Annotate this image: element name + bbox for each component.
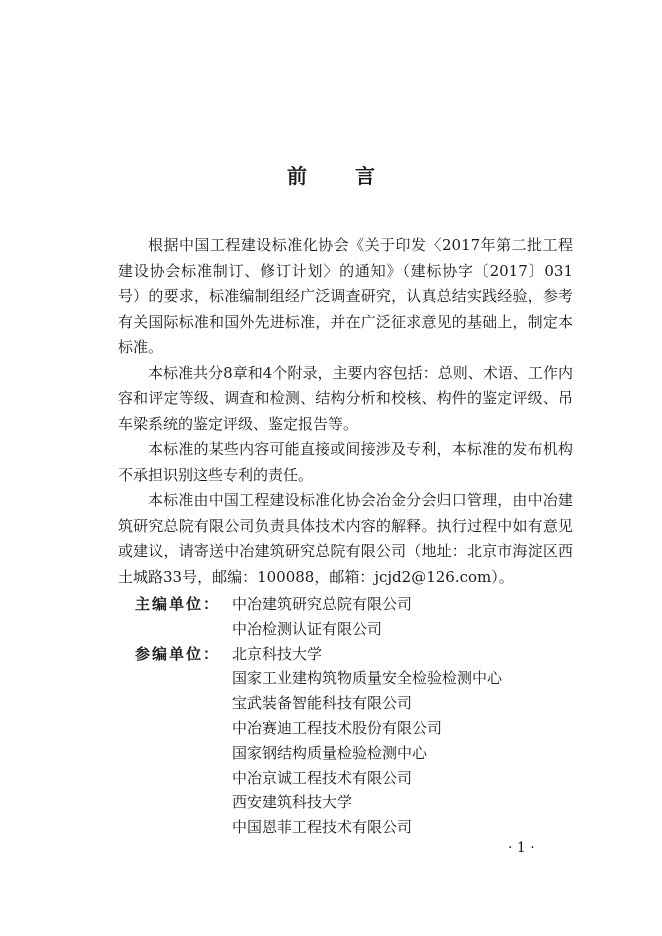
unit-name: 北京科技大学 xyxy=(232,644,323,663)
unit-name: 宝武装备智能科技有限公司 xyxy=(232,694,413,713)
participating-unit-row xyxy=(135,716,575,741)
participating-unit-row xyxy=(135,666,575,691)
paragraph: 本标准由中国工程建设标准化协会冶金分会归口管理，由中冶建筑研究总院有限公司负责具体技术内容的解释。执行过程中如有意见或建议，请寄送中冶建筑研究总院有限公司（地址：北京市海淀区西土城路33号，邮编：100088，邮箱：jcjd2@126.com）。 xyxy=(118,491,573,586)
unit-name: 中冶建筑研究总院有限公司 xyxy=(232,595,413,613)
paragraph: 本标准共分8章和4个附录，主要内容包括：总则、术语、工作内容和评定等级、调查和检测、结构分析和校核、构件的鉴定评级、吊车梁系统的鉴定评级、鉴定报告等。 xyxy=(118,363,573,433)
participating-unit-row xyxy=(135,790,575,815)
unit-name: 西安建筑科技大学 xyxy=(232,793,353,812)
paragraph: 根据中国工程建设标准化协会《关于印发〈2017年第二批工程建设协会标准制订、修订计划〉的通知》（建标协字〔2017〕031号）的要求，标准编制组经广泛调查研究，认真总结实践经验，参考有关国际标准和国外先进标准，并在广泛征求意见的基础上，制定本标准。 xyxy=(118,236,573,356)
chief-unit-row xyxy=(135,592,575,617)
unit-name: 国家工业建构筑物质量安全检验检测中心 xyxy=(232,669,503,688)
foreword-body xyxy=(118,233,573,590)
participating-unit-row xyxy=(135,741,575,766)
page-number: · 1 · xyxy=(508,840,535,856)
participating-unit-row xyxy=(135,691,575,716)
participating-units-label: 参编单位： xyxy=(135,644,221,663)
title-char: 言 xyxy=(355,164,375,188)
unit-name: 中国恩菲工程技术有限公司 xyxy=(232,818,413,837)
unit-name: 中冶京诚工程技术有限公司 xyxy=(232,768,413,787)
participating-unit-row xyxy=(135,766,575,791)
page-title xyxy=(0,160,662,189)
chief-units-label: 主编单位： xyxy=(135,595,221,613)
units-section xyxy=(135,592,575,840)
unit-name: 中冶检测认证有限公司 xyxy=(232,619,383,638)
paragraph: 本标准的某些内容可能直接或间接涉及专利，本标准的发布机构不承担识别这些专利的责任。 xyxy=(118,440,573,484)
participating-unit-row xyxy=(135,642,575,667)
chief-unit-row xyxy=(135,617,575,642)
participating-unit-row xyxy=(135,815,575,840)
unit-name: 中冶赛迪工程技术股份有限公司 xyxy=(232,718,443,737)
unit-name: 国家钢结构质量检验检测中心 xyxy=(232,743,428,762)
title-char: 前 xyxy=(287,164,307,188)
